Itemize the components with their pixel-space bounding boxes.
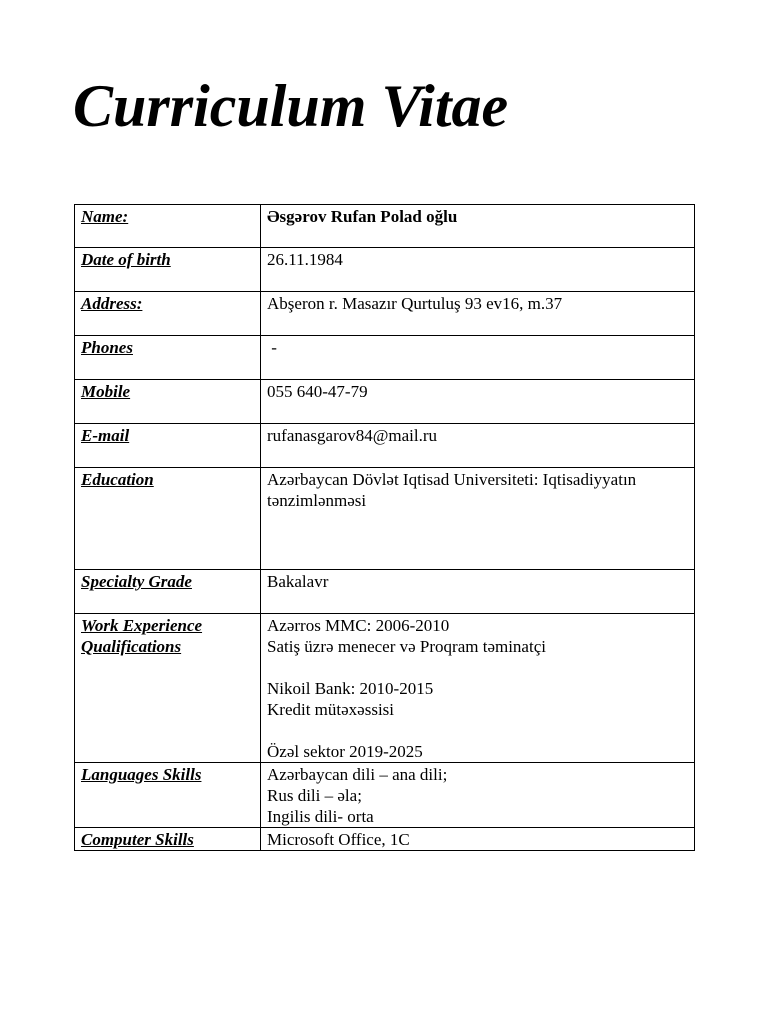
row-label [75,292,261,336]
row-label [75,763,261,828]
row-label [75,828,261,851]
value-work-experience: Azərros MMC: 2006-2010 Satiş üzrə menecer və Proqram təminatçi Nikoil Bank: 2010-2015 Kredit mütəxəssisi Özəl sektor 2019-2025 [261,614,695,763]
row-label [75,205,261,248]
row-label [75,380,261,424]
label-email: E-mail [81,426,130,445]
table-row-address [75,292,695,336]
row-label [75,468,261,570]
value-date-of-birth: 26.11.1984 [261,248,695,292]
table-row-mobile [75,380,695,424]
row-label [75,336,261,380]
table-row-languages [75,763,695,828]
label-languages: Languages Skills [81,765,202,784]
label-name: Name: [81,207,129,226]
label-phones: Phones [81,338,133,357]
table-row-work-experience [75,614,695,763]
value-email: rufanasgarov84@mail.ru [261,424,695,468]
table-row-computer-skills [75,828,695,851]
value-mobile: 055 640-47-79 [261,380,695,424]
table-row-date-of-birth [75,248,695,292]
label-mobile: Mobile [81,382,131,401]
row-label [75,424,261,468]
cv-table [74,204,695,851]
label-specialty-grade: Specialty Grade [81,572,192,591]
value-computer-skills: Microsoft Office, 1C [261,828,695,851]
label-work-experience: Work Experience Qualifications [81,616,203,656]
table-row-email [75,424,695,468]
row-label [75,248,261,292]
table-row-name [75,205,695,248]
document-title: Curriculum Vitae [73,73,509,139]
value-address: Abşeron r. Masazır Qurtuluş 93 ev16, m.37 [261,292,695,336]
label-address: Address: [81,294,143,313]
value-education: Azərbaycan Dövlət Iqtisad Universiteti: Iqtisadiyyatın tənzimlənməsi [261,468,695,570]
value-specialty-grade: Bakalavr [261,570,695,614]
value-languages: Azərbaycan dili – ana dili; Rus dili – əla; Ingilis dili- orta [261,763,695,828]
row-label [75,614,261,763]
table-row-phones [75,336,695,380]
value-name: Əsgərov Rufan Polad oğlu [261,205,695,248]
row-label [75,570,261,614]
label-education: Education [81,470,154,489]
label-computer-skills: Computer Skills [81,830,194,849]
label-date-of-birth: Date of birth [81,250,171,269]
table-row-specialty-grade [75,570,695,614]
value-phones: - [261,336,695,380]
table-row-education [75,468,695,570]
